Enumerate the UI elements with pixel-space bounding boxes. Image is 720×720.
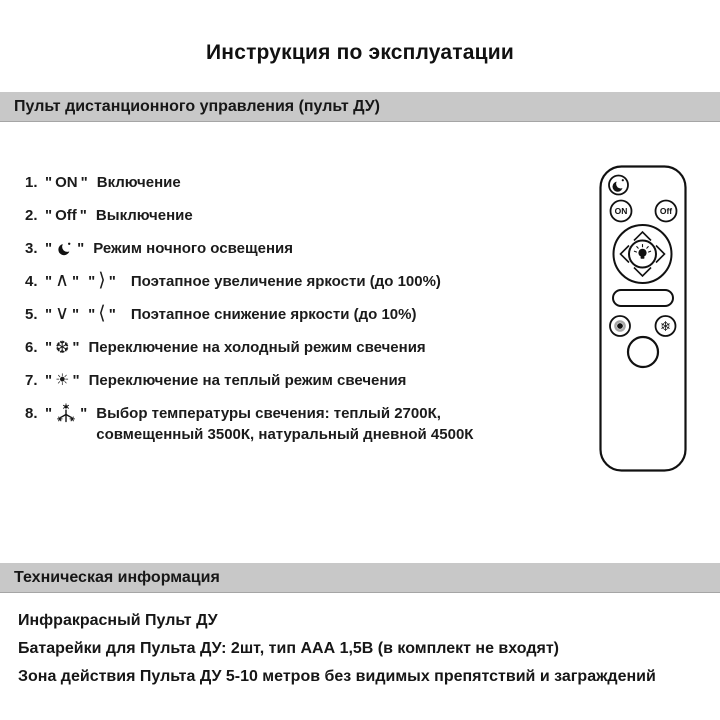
up-chevron-icon: ∧ xyxy=(55,270,70,291)
off-label: Off xyxy=(55,207,77,224)
instruction-item xyxy=(25,271,473,292)
quote-mark: " xyxy=(45,174,53,191)
quote-mark: " xyxy=(108,306,116,323)
quote-mark: " xyxy=(88,273,96,290)
instruction-item xyxy=(25,403,473,445)
page-title: Инструкция по эксплуатации xyxy=(206,41,514,64)
quote-mark: " xyxy=(88,306,96,323)
instruction-item xyxy=(25,172,473,193)
right-chevron-icon: ⟩ xyxy=(98,270,106,291)
quote-mark: " xyxy=(108,273,116,290)
quote-mark: " xyxy=(80,174,88,191)
section-header-remote xyxy=(0,92,720,122)
off-button xyxy=(656,201,677,222)
item-number: 8. xyxy=(25,405,38,422)
item-symbols xyxy=(42,238,87,259)
tech-info-block xyxy=(18,610,708,694)
instruction-item xyxy=(25,205,473,226)
quote-mark: " xyxy=(72,339,80,356)
item-text xyxy=(91,172,181,193)
instruction-item xyxy=(25,370,473,391)
item-symbols xyxy=(42,403,90,424)
on-button-label: ON xyxy=(614,206,628,217)
item-symbols xyxy=(42,370,83,391)
item-text xyxy=(83,370,407,391)
item-number: 2. xyxy=(25,207,38,224)
item-symbols xyxy=(42,304,119,325)
quote-mark: " xyxy=(79,207,87,224)
section-header-tech xyxy=(0,563,720,593)
down-chevron-icon: ∨ xyxy=(55,303,70,324)
item-text xyxy=(90,205,193,226)
quote-mark: " xyxy=(45,273,53,290)
item-text xyxy=(83,337,426,358)
item-text-line: Выбор температуры свечения: теплый 2700К, xyxy=(96,405,441,422)
quote-mark: " xyxy=(45,207,53,224)
sun-icon: ☀ xyxy=(55,371,70,389)
tech-line-batteries: Батарейки для Пульта ДУ: 2шт, тип ААА 1,5В (в комплект не входят) xyxy=(18,640,559,657)
quote-mark: " xyxy=(45,240,53,257)
on-button xyxy=(611,201,632,222)
item-text-line: Включение xyxy=(96,174,181,191)
off-button-label: Off xyxy=(659,206,673,217)
item-symbols xyxy=(42,172,91,193)
item-text-line: Режим ночного освещения xyxy=(93,240,294,257)
item-symbols xyxy=(42,271,119,292)
instruction-list xyxy=(25,172,473,457)
item-text-line: Переключение на теплый режим свечения xyxy=(88,372,407,389)
instruction-item xyxy=(25,238,473,259)
on-label: ON xyxy=(55,174,78,191)
item-number: 4. xyxy=(25,273,38,290)
quote-mark: " xyxy=(72,273,80,290)
item-number: 7. xyxy=(25,372,38,389)
item-text xyxy=(90,403,473,445)
item-text-line: Переключение на холодный режим свечения xyxy=(88,339,426,356)
cold-light-button xyxy=(656,316,676,336)
brightness-dpad xyxy=(614,225,672,283)
item-number: 5. xyxy=(25,306,38,323)
item-number: 1. xyxy=(25,174,38,191)
instruction-item xyxy=(25,304,473,325)
item-symbols xyxy=(42,205,90,226)
tech-line-remote-type: Инфракрасный Пульт ДУ xyxy=(18,612,218,629)
item-text xyxy=(87,238,293,259)
item-symbols xyxy=(42,337,83,358)
night-mode-button xyxy=(609,176,628,195)
item-number: 6. xyxy=(25,339,38,356)
item-number: 3. xyxy=(25,240,38,257)
quote-mark: " xyxy=(45,372,53,389)
left-chevron-icon: ⟨ xyxy=(98,303,106,324)
warm-light-button xyxy=(610,316,630,336)
quote-mark: " xyxy=(72,306,80,323)
quote-mark: " xyxy=(45,306,53,323)
item-text-line: совмещенный 3500К, натуральный дневной 4500К xyxy=(96,426,474,443)
quote-mark: " xyxy=(77,240,85,257)
item-text xyxy=(119,304,417,325)
item-text xyxy=(119,271,441,292)
snowflake-icon: ❆ xyxy=(55,338,70,357)
moon-icon xyxy=(56,240,73,257)
item-text-line: Поэтапное увеличение яркости (до 100%) xyxy=(130,273,441,290)
tech-line-range: Зона действия Пульта ДУ 5-10 метров без видимых препятствий и заграждений xyxy=(18,668,656,685)
section-header-remote-label: Пульт дистанционного управления (пульт ДУ) xyxy=(14,98,380,115)
quote-mark: " xyxy=(72,372,80,389)
quote-mark: " xyxy=(45,339,53,356)
remote-control-illustration xyxy=(599,165,687,472)
section-header-tech-label: Техническая информация xyxy=(14,569,220,586)
temperature-select-icon xyxy=(56,403,76,424)
instruction-item xyxy=(25,337,473,358)
quote-mark: " xyxy=(45,405,53,422)
snowflake-icon: ❄ xyxy=(659,318,672,335)
quote-mark: " xyxy=(80,405,88,422)
item-text-line: Выключение xyxy=(95,207,193,224)
item-text-line: Поэтапное снижение яркости (до 10%) xyxy=(130,306,417,323)
scene-pill-button xyxy=(613,290,673,306)
temperature-select-button xyxy=(628,337,658,367)
